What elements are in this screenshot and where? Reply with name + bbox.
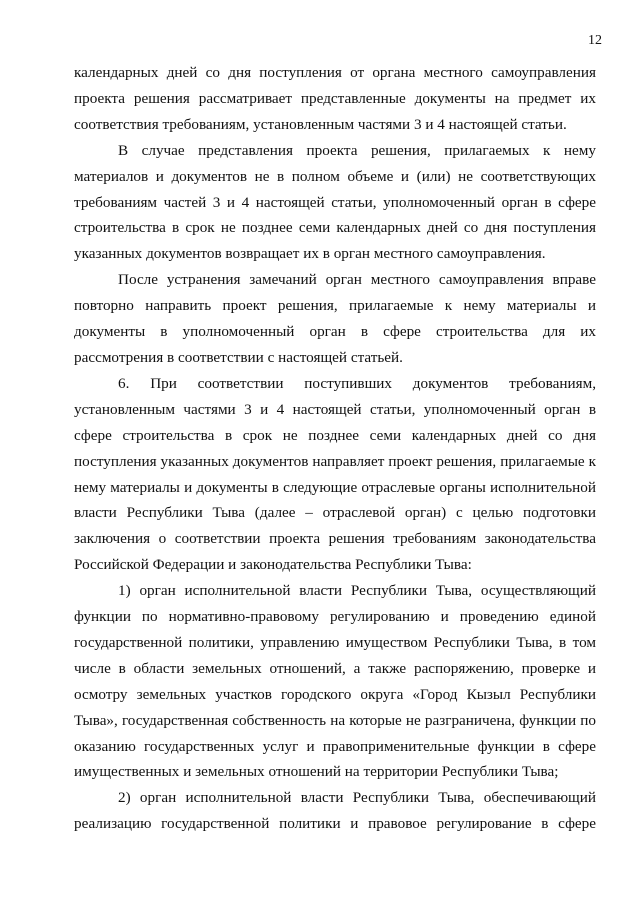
paragraph-continuation: календарных дней со дня поступления от органа местного самоуправления проекта решения рассматривает представленные документы на предмет их соответствия требованиям, установленным частями 3 и 4 настоящей статьи. (74, 64, 596, 133)
list-item-1: 1) орган исполнительной власти Республики Тыва, осуществляющий функции по нормативно-правовому регулированию и проведению единой государственной политики, управлению имуществом Республики Тыва, в том числе в области земельных отношений, а также распоряжению, проверке и осмотру земельных участков городского округа «Город Кызыл Республики Тыва», государственная собственность на которые не разграничена, функции по оказанию государственных услуг и правоприменительные функции в сфере имущественных и земельных отношений на территории Республики Тыва; (74, 582, 596, 781)
page-number: 12 (588, 33, 602, 48)
document-body (74, 60, 596, 837)
paragraph-resubmission: После устранения замечаний орган местного самоуправления вправе повторно направить проект решения, прилагаемые к нему материалы и документы в уполномоченный орган в сфере строительства для их рассмотрения в соответствии с настоящей статьей. (74, 271, 596, 366)
paragraph-item-6: 6. При соответствии поступивших документов требованиям, установленным частями 3 и 4 настоящей статьи, уполномоченный орган в сфере строительства в срок не позднее семи календарных дней со дня поступления указанных документов направляет проект решения, прилагаемые к нему материалы и документы в следующие отраслевые органы исполнительной власти Республики Тыва (далее – отраслевой орган) с целью подготовки заключения о соответствии проекта решения требованиям законодательства Российской Федерации и законодательства Республики Тыва: (74, 374, 596, 574)
list-item-2: 2) орган исполнительной власти Республики Тыва, обеспечивающий реализацию государственной политики и правовое регулирование в сфере (74, 789, 596, 833)
paragraph-incomplete-documents: В случае представления проекта решения, прилагаемых к нему материалов и документов не в полном объеме и (или) не соответствующих требованиям частей 3 и 4 настоящей статьи, уполномоченный орган в сфере строительства в срок не позднее семи календарных дней со дня поступления указанных документов возвращает их в орган местного самоуправления. (74, 141, 596, 263)
